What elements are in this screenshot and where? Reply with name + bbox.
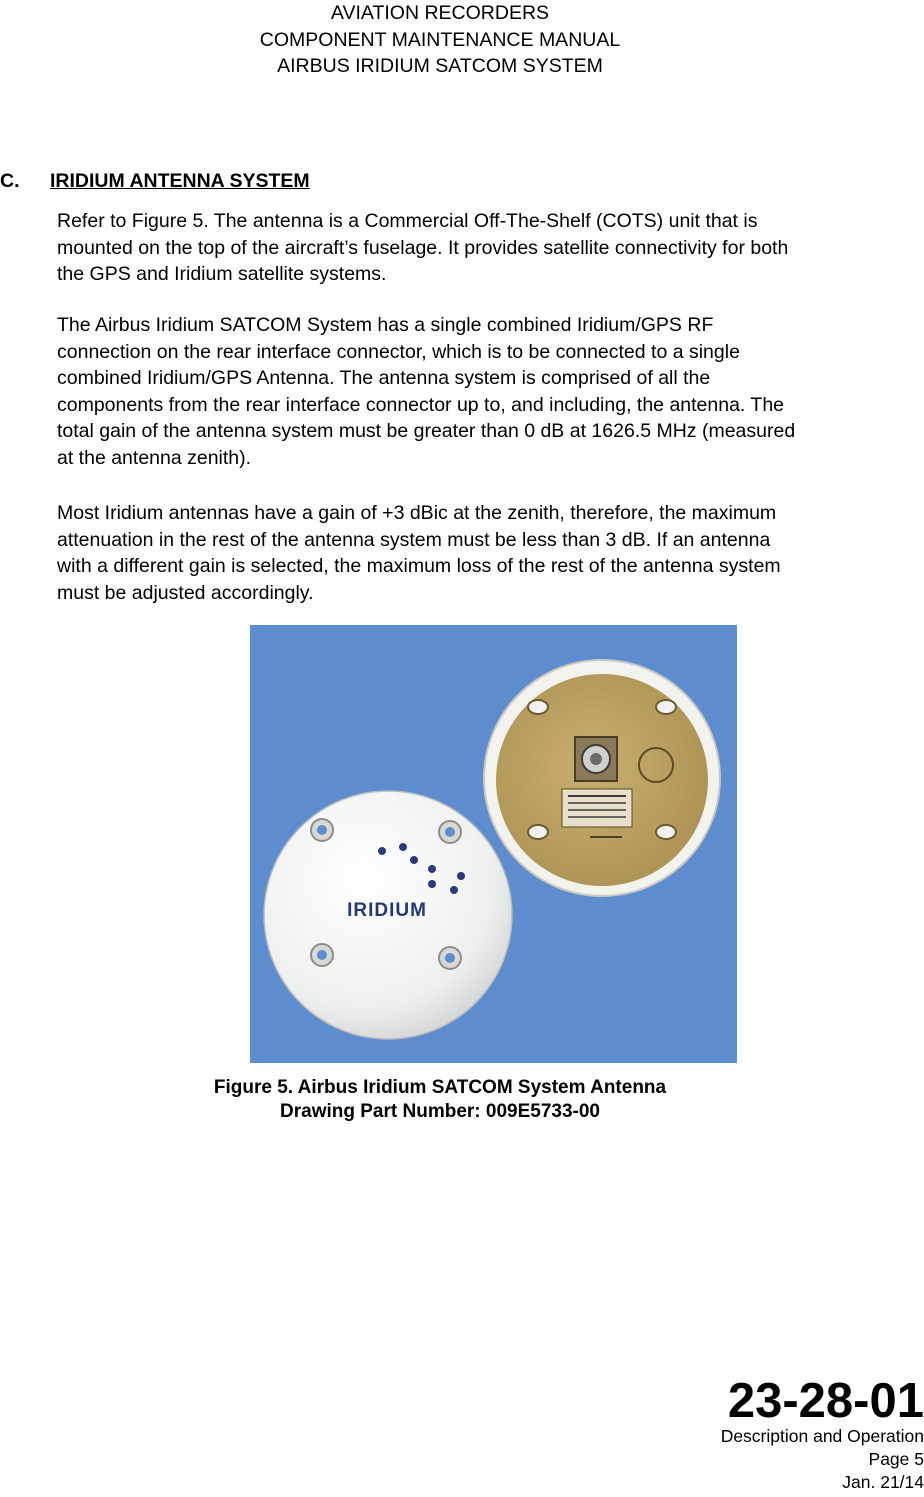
figure-caption-title: Figure 5. Airbus Iridium SATCOM System Antenna [213, 1077, 667, 1098]
antenna-illustration [250, 625, 737, 1063]
paragraph-line: connection on the rear interface connector, which is to be connected to a single [57, 340, 740, 363]
section-heading [0, 170, 310, 193]
footer-page-number: Page 5 [868, 1449, 924, 1469]
header-line-2: COMPONENT MAINTENANCE MANUAL [259, 28, 621, 51]
paragraph-line: at the antenna zenith). [57, 446, 252, 469]
paragraph-line: combined Iridium/GPS Antenna. The antenna system is comprised of all the [57, 367, 711, 389]
paragraph-line: total gain of the antenna system must be greater than 0 dB at 1626.5 MHz (measured [57, 420, 796, 442]
figure-caption-part-number: Drawing Part Number: 009E5733-00 [280, 1101, 600, 1122]
footer-date: Jan. 21/14 [842, 1472, 924, 1492]
paragraph-line: The Airbus Iridium SATCOM System has a single combined Iridium/GPS RF [57, 314, 714, 336]
tnc-connector-icon [575, 737, 617, 781]
header-line-1: AVIATION RECORDERS [330, 2, 550, 24]
paragraph-line: mounted on the top of the aircraft’s fuselage. It provides satellite connectivity for both [57, 236, 789, 259]
paragraph-line: the GPS and Iridium satellite systems. [57, 263, 387, 285]
paragraph-line: Most Iridium antennas have a gain of +3 dBic at the zenith, therefore, the maximum [57, 502, 777, 524]
figure-caption [0, 1076, 880, 1124]
antenna-photo [250, 625, 737, 1063]
paragraph-line: must be adjusted accordingly. [57, 581, 314, 604]
paragraph-1 [57, 208, 924, 288]
document-code: 23-28-01 [727, 1374, 924, 1428]
document-header [0, 0, 880, 80]
header-line-3: AIRBUS IRIDIUM SATCOM SYSTEM [277, 55, 603, 77]
antenna-dome [264, 791, 512, 1039]
iridium-logo: IRIDIUM [347, 900, 427, 921]
document-footer [721, 1425, 924, 1494]
section-letter: C. [0, 170, 20, 192]
paragraph-line: attenuation in the rest of the antenna system must be less than 3 dB. If an antenna [57, 528, 771, 551]
footer-section-name: Description and Operation [720, 1426, 924, 1446]
section-title: IRIDIUM ANTENNA SYSTEM [50, 170, 310, 192]
paragraph-2 [57, 312, 924, 471]
paragraph-line: with a different gain is selected, the maximum loss of the rest of the antenna system [57, 555, 781, 577]
paragraph-3 [57, 500, 924, 606]
paragraph-line: Refer to Figure 5. The antenna is a Commercial Off-The-Shelf (COTS) unit that is [57, 210, 758, 232]
antenna-base-plate [484, 660, 720, 896]
paragraph-line: components from the rear interface connector up to, and including, the antenna. The [57, 393, 785, 416]
